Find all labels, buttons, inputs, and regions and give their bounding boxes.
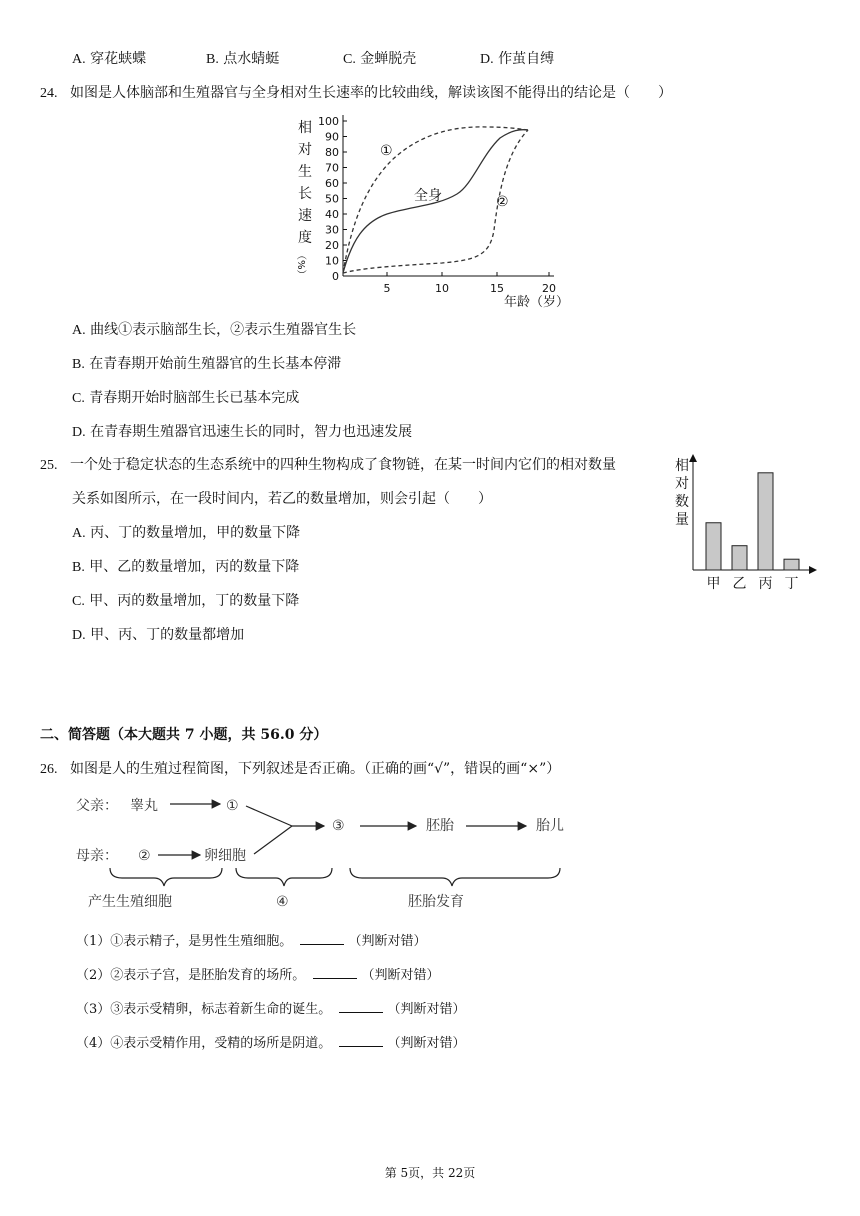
- y-tick-label: 60: [325, 177, 339, 190]
- x-tick-label: 20: [542, 282, 556, 295]
- question-text: 如图是人体脑部和生殖器官与全身相对生长速率的比较曲线，解读该图不能得出的结论是（ ）: [69, 85, 672, 101]
- q26-stem: [40, 760, 560, 779]
- section-title: 二、简答题（本大题共 7 小题，共 56.0 分）: [40, 727, 328, 743]
- question-number: 26.: [40, 762, 58, 777]
- y-tick-label: 90: [325, 130, 339, 144]
- option-text: 点水蜻蜓: [223, 51, 280, 67]
- option-text: 在青春期开始前生殖器官的生长基本停滞: [89, 356, 342, 372]
- option-text: 作茧自缚: [498, 51, 555, 67]
- circle-1: ①: [226, 798, 239, 814]
- question-text: 如图是人的生殖过程简图，下列叙述是否正确。（正确的画“√”，错误的画“×”）: [69, 761, 561, 777]
- reproduction-process-diagram: [70, 788, 600, 916]
- fetus-label: 胎儿: [536, 818, 564, 834]
- circle-3: ③: [332, 818, 345, 834]
- option-label: D.: [72, 425, 86, 440]
- answer-blank[interactable]: [313, 964, 357, 979]
- option-label: C.: [72, 594, 85, 609]
- q26-item-4: [76, 1032, 465, 1053]
- q25-stem-line1: [40, 456, 616, 475]
- option-label: B.: [72, 357, 85, 372]
- q24-option-b: [72, 355, 341, 374]
- option-text: 青春期开始时脑部生长已基本完成: [89, 390, 300, 406]
- ylabel-char: 量: [675, 512, 689, 528]
- item-hint: （判断对错）: [348, 934, 427, 949]
- item-text: ①表示精子，是男性生殖细胞。: [110, 934, 293, 949]
- brace: [110, 868, 222, 886]
- item-text: ③表示受精卵，标志着新生命的诞生。: [110, 1002, 332, 1017]
- q26-item-2: [76, 964, 439, 985]
- q23-option-a: [72, 50, 146, 69]
- y-tick-label: 80: [325, 146, 339, 159]
- option-text: 甲、丙、丁的数量都增加: [90, 627, 245, 643]
- option-label: A.: [72, 323, 86, 338]
- x-axis-arrow: [809, 566, 817, 574]
- option-label: B.: [72, 560, 85, 575]
- option-text: 在青春期生殖器官迅速生长的同时，智力也迅速发展: [90, 424, 413, 440]
- produce-label: 产生生殖细胞: [88, 894, 172, 910]
- q25-option-b: [72, 558, 299, 577]
- ylabel-char: 度: [298, 230, 312, 246]
- q24-option-a: [72, 321, 356, 340]
- item-number: （1）: [76, 934, 111, 949]
- bar-4: [784, 559, 799, 570]
- brace: [236, 868, 332, 886]
- answer-blank[interactable]: [300, 930, 344, 945]
- q23-option-b: [206, 50, 279, 69]
- item-hint: （判断对错）: [361, 968, 440, 983]
- option-text: 甲、乙的数量增加，丙的数量下降: [89, 559, 300, 575]
- option-text: 曲线①表示脑部生长，②表示生殖器官生长: [90, 322, 357, 338]
- circle-2: ②: [138, 848, 151, 864]
- y-axis-arrow: [689, 454, 697, 462]
- ylabel-char: 相: [298, 120, 312, 136]
- mother-label: 母亲：: [76, 848, 118, 864]
- y-tick-label: 30: [325, 223, 339, 237]
- q25-option-c: [72, 592, 299, 611]
- embryo-label: 胚胎: [426, 818, 454, 834]
- item-number: （3）: [76, 1002, 111, 1017]
- ylabel-char: 长: [298, 186, 312, 202]
- category-label: 甲: [706, 576, 721, 592]
- option-label: C.: [343, 52, 356, 67]
- q24-option-d: [72, 423, 412, 442]
- question-number: 25.: [40, 458, 58, 473]
- option-label: A.: [72, 526, 86, 541]
- connector: [254, 826, 292, 854]
- relative-quantity-bar-chart: [672, 452, 822, 592]
- y-tick-label: 70: [325, 161, 339, 175]
- category-label: 丁: [784, 576, 799, 592]
- option-label: D.: [480, 52, 494, 67]
- question-number: 24.: [40, 86, 58, 101]
- y-ticks: [343, 121, 347, 261]
- category-label: 乙: [732, 576, 747, 592]
- option-text: 金蝉脱壳: [360, 51, 417, 67]
- page-footer: 第 5页，共 22页: [384, 1166, 476, 1180]
- option-text: 穿花蛱蝶: [90, 51, 147, 67]
- y-tick-label: 40: [325, 208, 339, 221]
- y-tick-label: 0: [332, 270, 339, 283]
- option-text: 丙、丁的数量增加，甲的数量下降: [90, 525, 301, 541]
- growth-curve-figure: [292, 110, 572, 310]
- ylabel-char: （%）: [295, 250, 306, 280]
- item-hint: （判断对错）: [387, 1036, 466, 1051]
- q25-option-d: [72, 626, 244, 645]
- ylabel-char: 速: [298, 208, 312, 224]
- x-ticks: [387, 272, 549, 276]
- x-tick-label: 15: [490, 282, 504, 295]
- x-tick-label: 10: [435, 282, 449, 295]
- bar-1: [706, 523, 721, 570]
- bar-2: [732, 546, 747, 570]
- development-label: 胚胎发育: [408, 894, 464, 910]
- ylabel-char: 生: [298, 164, 312, 180]
- q25-stem-line2: [72, 490, 492, 508]
- bar-3: [758, 473, 773, 570]
- option-label: B.: [206, 52, 219, 67]
- item-text: ②表示子宫，是胚胎发育的场所。: [110, 968, 306, 983]
- ylabel-char: 数: [675, 494, 689, 510]
- q26-item-3: [76, 998, 465, 1019]
- option-label: C.: [72, 391, 85, 406]
- item-number: （4）: [76, 1036, 111, 1051]
- y-tick-label: 100: [318, 115, 339, 128]
- egg-label: 卵细胞: [204, 848, 246, 864]
- ylabel-char: 对: [675, 476, 689, 492]
- item-text: ④表示受精作用，受精的场所是阴道。: [110, 1036, 332, 1051]
- q23-option-c: [343, 50, 416, 69]
- option-label: A.: [72, 52, 86, 67]
- x-tick-label: 5: [383, 282, 391, 295]
- father-label: 父亲：: [76, 798, 118, 814]
- ylabel-char: 对: [298, 142, 312, 158]
- testis-label: 睾丸: [130, 798, 158, 814]
- item-number: （2）: [76, 968, 111, 983]
- y-tick-label: 20: [325, 239, 339, 252]
- ylabel-char: 相: [675, 458, 689, 474]
- y-tick-label: 10: [325, 254, 339, 268]
- answer-blank[interactable]: [339, 1032, 383, 1047]
- connector: [246, 806, 292, 826]
- y-tick-label: 50: [325, 192, 339, 206]
- question-text: 关系如图所示，在一段时间内，若乙的数量增加，则会引起（ ）: [72, 491, 492, 507]
- q26-item-1: [76, 930, 426, 951]
- option-text: 甲、丙的数量增加，丁的数量下降: [89, 593, 300, 609]
- option-label: D.: [72, 628, 86, 643]
- curve2-label: ②: [496, 194, 509, 210]
- x-axis-label: 年龄（岁）: [504, 295, 570, 310]
- q24-option-c: [72, 389, 299, 408]
- curve1-label: ①: [380, 143, 393, 159]
- brace: [350, 868, 560, 886]
- q25-option-a: [72, 524, 300, 543]
- q24-stem: [40, 84, 672, 103]
- category-label: 丙: [758, 576, 773, 592]
- body-label: 全身: [414, 188, 442, 204]
- answer-blank[interactable]: [339, 998, 383, 1013]
- item-hint: （判断对错）: [387, 1002, 466, 1017]
- circle-4: ④: [276, 894, 289, 910]
- question-text: 一个处于稳定状态的生态系统中的四种生物构成了食物链，在某一时间内它们的相对数量: [69, 457, 616, 473]
- q23-option-d: [480, 50, 554, 69]
